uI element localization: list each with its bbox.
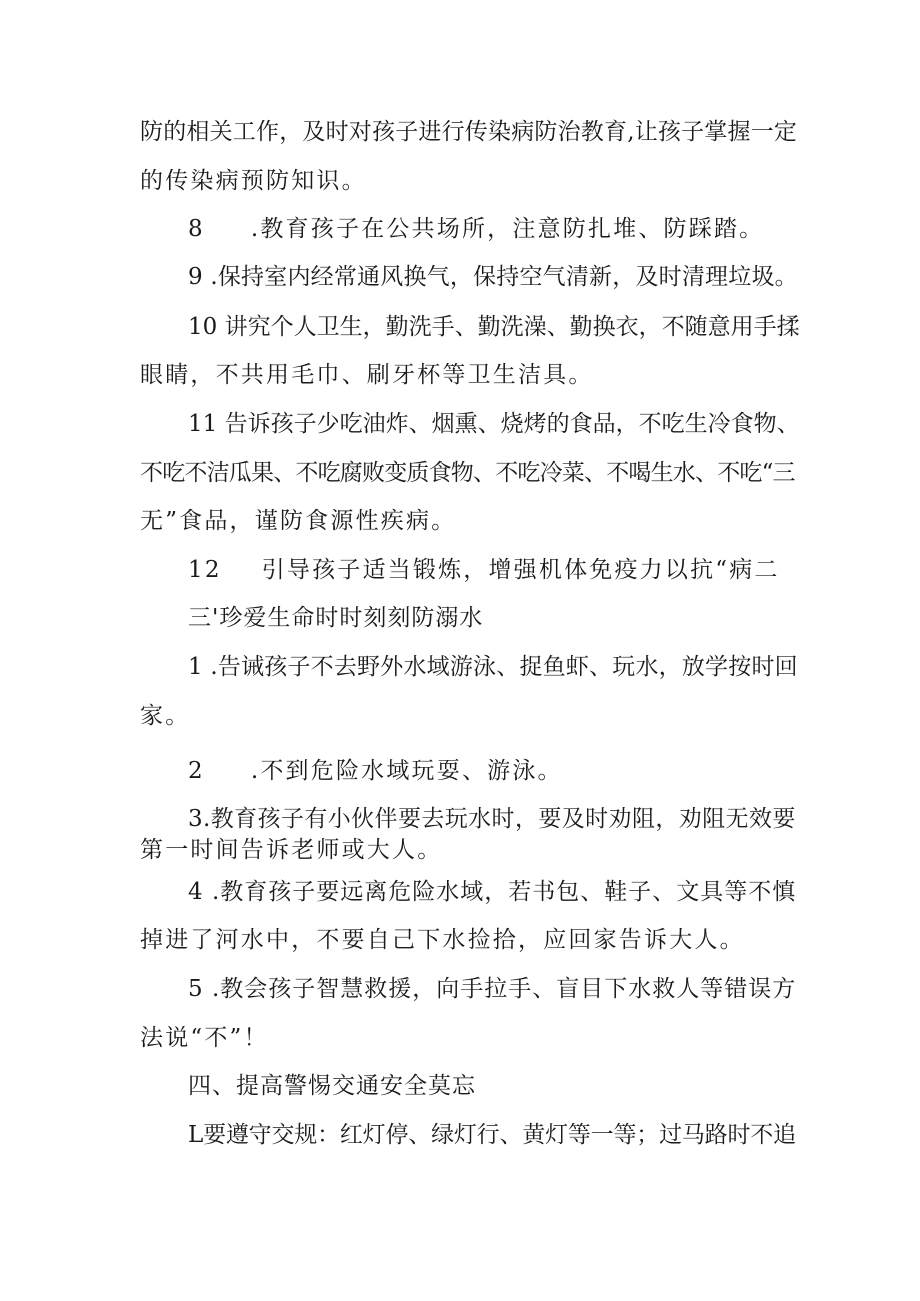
paragraph-line: 不吃不洁瓜果、不吃腐败变质食物、不吃冷菜、不喝生水、不吃“三 (140, 460, 795, 486)
list-item-10: 10 讲究个人卫生，勤洗手、勤洗澡、勤换衣，不随意用手揉 (188, 314, 800, 340)
item-number: 8 (188, 216, 205, 242)
item-text: .教育孩子在公共场所，注意防扎堆、防踩踏。 (250, 216, 765, 242)
item-text: 引导孩子适当锻炼，增强机体免疫力以抗“病二 (261, 557, 780, 583)
section-heading-3: 三'珍爱生命时时刻刻防溺水 (188, 605, 484, 631)
list-item-9: 9 .保持室内经常通风换气，保持空气清新，及时清理垃圾。 (188, 264, 798, 290)
list-item-12 (188, 555, 800, 585)
list-item-8 (188, 214, 800, 244)
list-item-1: 1 .告诫孩子不去野外水域游泳、捉鱼虾、玩水，放学按时回 (188, 654, 798, 680)
paragraph-line: 的传染病预防知识。 (140, 168, 367, 194)
item-number: 12 (188, 557, 222, 583)
paragraph-line: 家。 (140, 703, 191, 729)
item-text: .不到危险水域玩耍、游泳。 (250, 758, 563, 784)
paragraph-line: 第一时间告诉老师或大人。 (140, 837, 443, 863)
paragraph-line: 掉进了河水中，不要自己下水捡拾，应回家告诉大人。 (140, 927, 745, 953)
section-heading-4: 四、提高警惕交通安全莫忘 (188, 1073, 476, 1099)
list-item-11: 11 告诉孩子少吃油炸、烟熏、烧烤的食品，不吃生冷食物、 (188, 411, 800, 437)
paragraph-line: 无”食品，谨防食源性疾病。 (140, 508, 457, 534)
item-number: 2 (188, 758, 205, 784)
paragraph-line: 法说“不”！ (140, 1025, 269, 1051)
list-item-2 (188, 756, 800, 786)
list-item-4: 4 .教育孩子要远离危险水域，若书包、鞋子、文具等不慎 (188, 879, 797, 905)
list-item-3: 3.教育孩子有小伙伴要去玩水时，要及时劝阻，劝阻无效要 (188, 806, 796, 832)
list-item-5: 5 .教会孩子智慧救援，向手拉手、盲目下水救人等错误方 (188, 976, 797, 1002)
paragraph-line: 眼睛，不共用毛巾、刷牙杯等卫生洁具。 (140, 362, 594, 388)
paragraph-line: 防的相关工作，及时对孩子进行传染病防治教育,让孩子掌握一定 (140, 119, 798, 145)
list-item-traffic-1: L要遵守交规：红灯停、绿灯行、黄灯等一等；过马路时不追 (188, 1122, 796, 1148)
